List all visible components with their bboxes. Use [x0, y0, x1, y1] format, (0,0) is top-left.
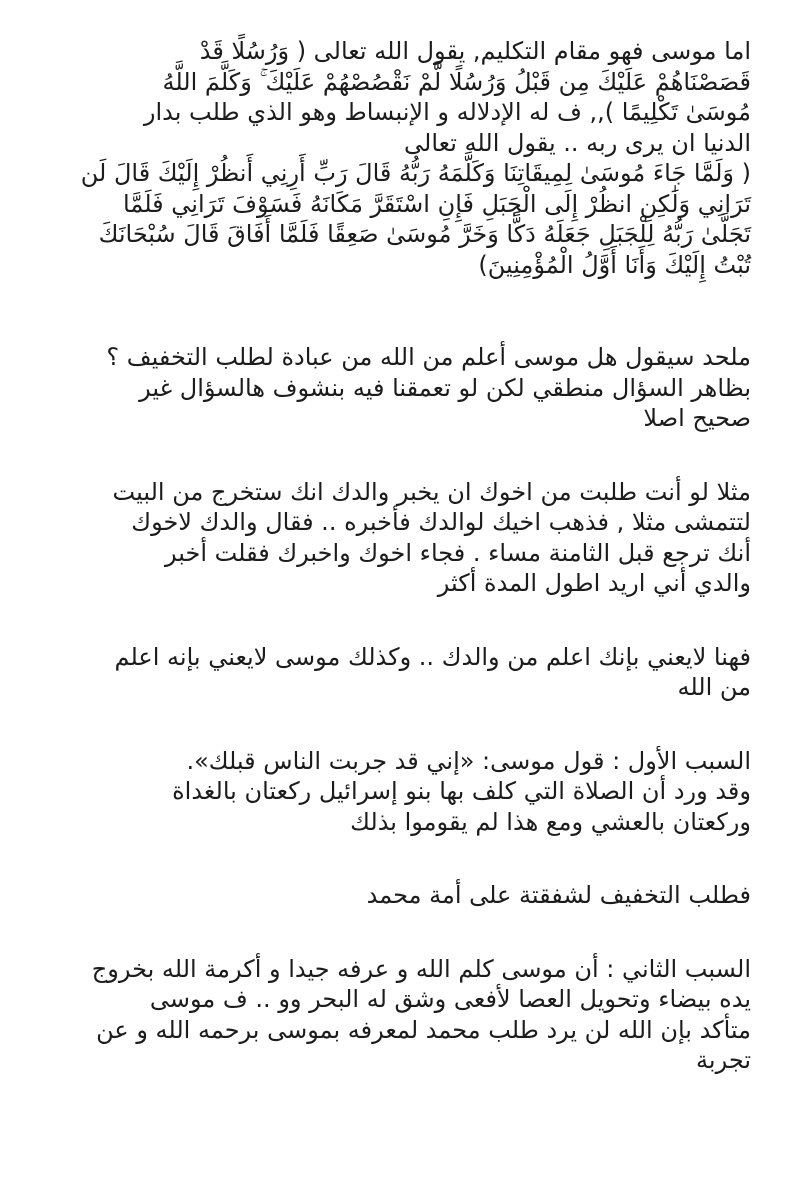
text-line: مثلا لو أنت طلبت من اخوك ان يخبر والدك انك ستخرج من البيت — [112, 477, 751, 506]
paragraph-musa-kalim — [38, 36, 751, 280]
text-line: تَرَانِي وَلَٰكِنِ انظُرْ إِلَى الْجَبَلِ فَإِنِ اسْتَقَرَّ مَكَانَهُ فَسَوْفَ تَرَانِي فَلَمَّا — [123, 189, 751, 218]
paragraph-example — [38, 477, 751, 599]
text-line: من الله — [677, 673, 751, 701]
paragraph-second-reason — [38, 954, 751, 1076]
text-line: تُبْتُ إِلَيْكَ وَأَنَا أَوَّلُ الْمُؤْمِنِينَ) — [478, 250, 751, 279]
text-line: صحيح اصلا — [643, 404, 751, 432]
text-line: فطلب التخفيف لشفقتة على أمة محمد — [366, 881, 751, 909]
text-line: وركعتان بالعشي ومع هذا لم يقوموا بذلك — [350, 807, 751, 836]
text-line: اما موسى فهو مقام التكليم, يقول الله تعالى ( وَرُسُلًا قَدْ — [199, 37, 751, 65]
text-line: تجربة — [696, 1046, 751, 1074]
text-line: فهنا لايعني بإنك اعلم من والدك .. وكذلك موسى لايعني بإنه اعلم — [114, 642, 751, 671]
paragraph-mercy — [38, 880, 751, 911]
text-line: والدي أني اريد اطول المدة أكثر — [437, 569, 751, 597]
text-line: الدنيا ان يرى ربه .. يقول الله تعالى — [404, 128, 751, 157]
text-line: متأكد بإن الله لن يرد طلب محمد لمعرفه بموسى برحمه الله و عن — [96, 1015, 751, 1044]
paragraph-first-reason — [38, 746, 751, 838]
text-line: بظاهر السؤال منطقي لكن لو تعمقنا فيه بنشوف هالسؤال غير — [139, 373, 751, 402]
text-line: أنك ترجع قبل الثامنة مساء . فجاء اخوك واخبرك فقلت أخبر — [165, 538, 751, 567]
text-line: مُوسَىٰ تَكْلِيمًا ),, ف له الإدلاله و الإنبساط وهو الذي طلب بدار — [143, 98, 751, 126]
text-line: قَصَصْنَاهُمْ عَلَيْكَ مِن قَبْلُ وَرُسُلًا لَّمْ نَقْصُصْهُمْ عَلَيْكَ ۚ وَكَلَّمَ اللَّهُ — [162, 67, 751, 96]
text-line: السبب الثاني : أن موسى كلم الله و عرفه جيدا و أكرمة الله بخروج — [91, 954, 751, 983]
text-line: ملحد سيقول هل موسى أعلم من الله من عبادة لطلب التخفيف ؟ — [106, 343, 751, 371]
paragraph-question — [38, 342, 751, 434]
text-line: وقد ورد أن الصلاة التي كلف بها بنو إسرائيل ركعتان بالغداة — [172, 777, 751, 805]
text-line: ( وَلَمَّا جَاءَ مُوسَىٰ لِمِيقَاتِنَا وَكَلَّمَهُ رَبُّهُ قَالَ رَبِّ أَرِنِي أَنظُرْ إِلَيْكَ قَالَ لَن — [80, 159, 751, 187]
text-line: السبب الأول : قول موسى: «إني قد جربت الناس قبلك». — [186, 746, 751, 775]
text-line: تَجَلَّىٰ رَبُّهُ لِلْجَبَلِ جَعَلَهُ دَكًّا وَخَرَّ مُوسَىٰ صَعِقًا فَلَمَّا أَفَاقَ قَالَ سُبْحَانَكَ — [98, 220, 751, 248]
text-line: يده بيضاء وتحويل العصا لأفعى وشق له البحر وو .. ف موسى — [149, 985, 751, 1013]
paragraph-conclusion — [38, 642, 751, 703]
text-line: لتتمشى مثلا , فذهب اخيك لوالدك فأخبره .. فقال والدك لاخوك — [131, 508, 751, 536]
